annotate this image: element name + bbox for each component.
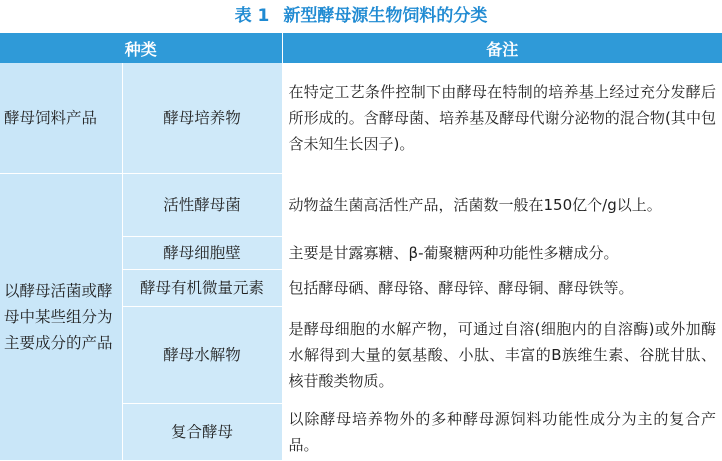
note-cell: 主要是甘露寡糖、β-葡聚糖两种功能性多糖成分。 [282,237,722,270]
subcategory-cell: 酵母细胞壁 [122,237,282,270]
note-cell: 是酵母细胞的水解产物，可通过自溶(细胞内的自溶酶)或外加酶水解得到大量的氨基酸、小肽、丰富的B族维生素、谷胱甘肽、核苷酸类物质。 [282,307,722,404]
table-header-row [0,33,722,63]
table-number: 表 1 [234,6,270,26]
category-cell: 酵母饲料产品 [0,63,122,174]
subcategory-cell: 酵母培养物 [122,63,282,174]
note-cell: 动物益生菌高活性产品，活菌数一般在150亿个/g以上。 [282,174,722,237]
table-title [0,0,722,33]
subcategory-cell: 酵母有机微量元素 [122,270,282,307]
subcategory-cell: 活性酵母菌 [122,174,282,237]
classification-table [0,33,722,461]
category-cell: 以酵母活菌或酵母中某些组分为主要成分的产品 [0,174,122,461]
note-cell: 以除酵母培养物外的多种酵母源饲料功能性成分为主的复合产品。 [282,404,722,461]
table-row [0,174,722,237]
header-note: 备注 [282,33,722,63]
header-category: 种类 [0,33,282,63]
table-row [0,63,722,174]
subcategory-cell: 复合酵母 [122,404,282,461]
table-title-text: 新型酵母源生物饲料的分类 [283,6,488,26]
note-cell: 包括酵母硒、酵母铬、酵母锌、酵母铜、酵母铁等。 [282,270,722,307]
subcategory-cell: 酵母水解物 [122,307,282,404]
note-cell: 在特定工艺条件控制下由酵母在特制的培养基上经过充分发酵后所形成的。含酵母菌、培养基及酵母代谢分泌物的混合物(其中包含未知生长因子)。 [282,63,722,174]
